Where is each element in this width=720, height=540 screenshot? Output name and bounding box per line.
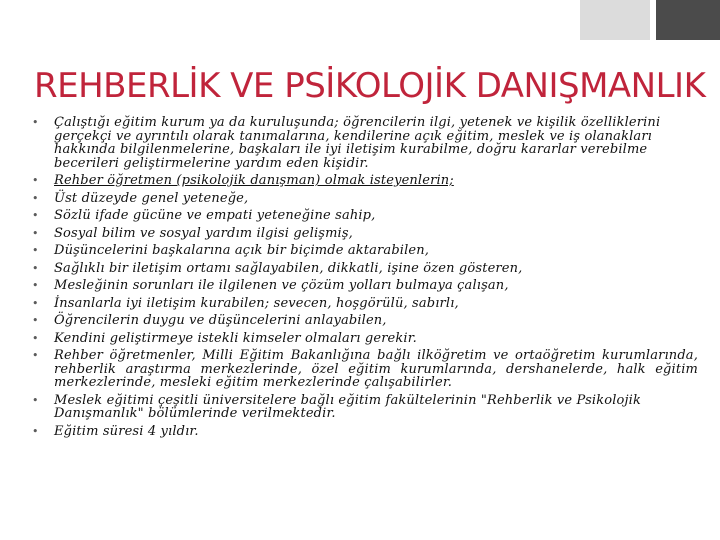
bullet-item: • Meslek eğitimi çeşitli üniversitelere bağlı eğitim fakültelerinin "Rehberlik ve Psikolojik Danışmanlık" bölümlerinde verilmektedir. — [30, 394, 698, 421]
bullet-item: • Sözlü ifade gücüne ve empati yeteneğine sahip, — [30, 209, 698, 223]
bullet-item: • Eğitim süresi 4 yıldır. — [30, 425, 698, 439]
bullet-item — [30, 174, 698, 188]
bullet-item: • İnsanlarla iyi iletişim kurabilen; sevecen, hoşgörülü, sabırlı, — [30, 297, 698, 311]
bullet-item: • Üst düzeyde genel yeteneğe, — [30, 192, 698, 206]
bullet-item: • Sosyal bilim ve sosyal yardım ilgisi gelişmiş, — [30, 227, 698, 241]
bullet-item: • Sağlıklı bir iletişim ortamı sağlayabilen, dikkatli, işine özen gösteren, — [30, 262, 698, 276]
bullet-item: • Kendini geliştirmeye istekli kimseler olmaları gerekir. — [30, 332, 698, 346]
bullet-item: • Rehber öğretmenler, Milli Eğitim Bakanlığına bağlı ilköğretim ve ortaöğretim kurumlarında, rehberlik araştırma merkezlerinde, özel eğitim kurumlarında, dershanelerde, halk eğitim merkezlerinde, mesleki eğitim merkezlerinde çalışabilirler. — [30, 349, 698, 390]
bullet-item: • Çalıştığı eğitim kurum ya da kuruluşunda; öğrencilerin ilgi, yetenek ve kişilik özelliklerini gerçekçi ve ayrıntılı olarak tanımalarına, kendilerine açık eğitim, meslek ve iş olanakları hakkında bilgilenmelerine, başkaları ile iyi iletişim kurabilme, doğru kararlar verebilme becerileri geliştirmelerine yardım eden kişidir. — [30, 116, 698, 170]
corner-bar-dark — [656, 0, 720, 40]
bullet-list — [30, 116, 698, 438]
bullet-item: • Mesleğinin sorunları ile ilgilenen ve çözüm yolları bulmaya çalışan, — [30, 279, 698, 293]
bullet-item-underlined: Rehber öğretmen (psikolojik danışman) olmak isteyenlerin; — [54, 173, 454, 188]
bullet-item: • Öğrencilerin duygu ve düşüncelerini anlayabilen, — [30, 314, 698, 328]
corner-decoration — [580, 0, 720, 40]
corner-bar-light — [580, 0, 650, 40]
slide-title: REHBERLİK VE PSİKOLOJİK DANIŞMANLIK — [34, 66, 706, 106]
bullet-item: • Düşüncelerini başkalarına açık bir biçimde aktarabilen, — [30, 244, 698, 258]
